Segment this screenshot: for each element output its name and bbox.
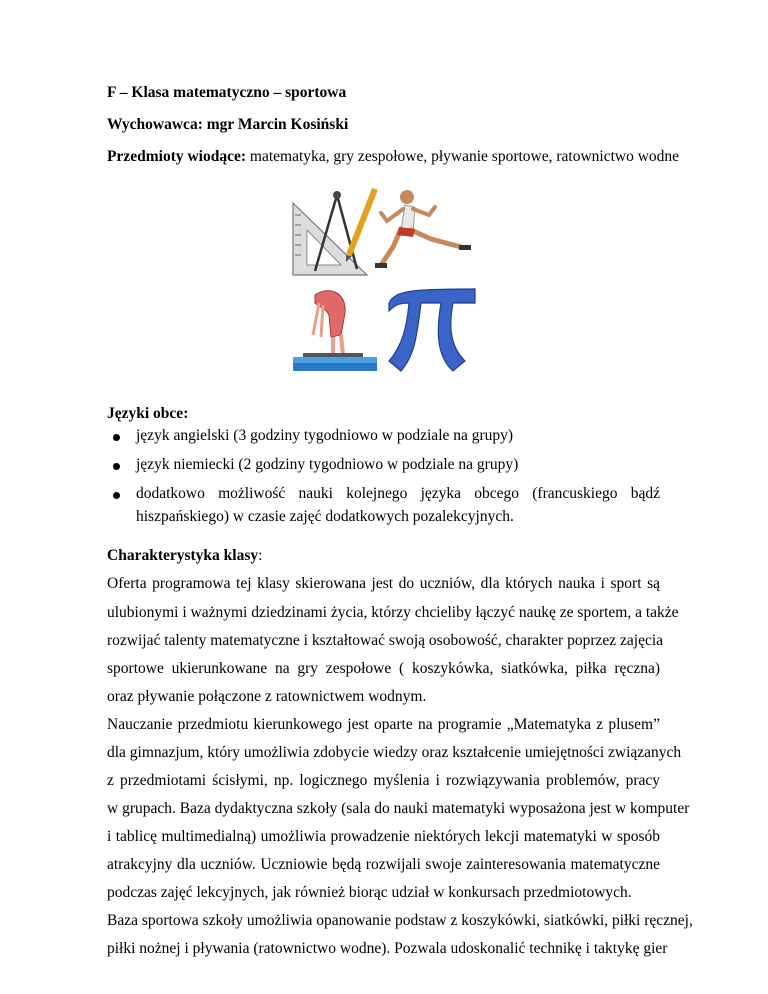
languages-heading: Języki obce:	[107, 405, 189, 422]
pi-symbol-icon	[389, 289, 475, 371]
body-line: dla gimnazjum, który umożliwia zdobycie wiedzy oraz kształcenie umiejętności związanych	[107, 744, 682, 761]
subjects-value: matematyka, gry zespołowe, pływanie sportowe, ratownictwo wodne	[246, 148, 680, 165]
geometry-tools-icon	[293, 189, 375, 275]
characteristics-heading-colon: :	[258, 547, 263, 564]
body-line: piłki nożnej i pływania (ratownictwo wodne). Pozwala udoskonalić technikę i taktykę gier	[107, 940, 668, 957]
language-item: język niemiecki (2 godziny tygodniowo w podziale na grupy)	[136, 456, 519, 473]
subjects-line	[107, 148, 679, 166]
body-line: i tablicę multimedialną) umożliwia prowadzenie niektórych lekcji matematyki w sposób	[107, 828, 660, 845]
body-line: sportowe ukierunkowane na gry zespołowe ( koszykówka, siatkówka, piłka ręczna)	[107, 660, 660, 677]
class-title: F – Klasa matematyczno – sportowa	[107, 84, 347, 101]
characteristics-heading-text: Charakterystyka klasy	[107, 547, 259, 564]
body-line: z przedmiotami ścisłymi, np. logicznego myślenia i rozwiązywania problemów, pracy	[107, 772, 660, 789]
tutor-line: Wychowawca: mgr Marcin Kosiński	[107, 116, 349, 133]
subjects-label: Przedmioty wiodące:	[107, 148, 247, 165]
language-item: język angielski (3 godziny tygodniowo w podziale na grupy)	[136, 427, 514, 444]
swimmer-diving-icon	[293, 291, 377, 371]
bullet-dot	[113, 492, 120, 499]
body-line: Oferta programowa tej klasy skierowana jest do uczniów, dla których nauka i sport są	[107, 575, 660, 592]
body-line: oraz pływanie połączone z ratownictwem wodnym.	[107, 688, 427, 705]
body-line: Baza sportowa szkoły umożliwia opanowanie podstaw z koszykówki, siatkówki, piłki ręcznej,	[107, 912, 693, 929]
runner-icon	[375, 190, 471, 268]
body-line: atrakcyjny dla uczniów. Uczniowie będą rozwijali swoje zainteresowania matematyczne	[107, 856, 660, 873]
body-line: podczas zajęć lekcyjnych, jak również biorąc udział w konkursach przedmiotowych.	[107, 884, 632, 901]
body-line: Nauczanie przedmiotu kierunkowego jest oparte na programie „Matematyka z plusem”	[107, 716, 660, 733]
body-line: w grupach. Baza dydaktyczna szkoły (sala do nauki matematyki wyposażona jest w komputer	[107, 800, 690, 817]
body-line: rozwijać talenty matematyczne i kształtować swoją osobowość, charakter poprzez zajęcia	[107, 632, 664, 649]
bullet-dot	[113, 463, 120, 470]
bullet-dot	[113, 434, 120, 441]
language-item-continued: hiszpańskiego) w czasie zajęć dodatkowych pozalekcyjnych.	[136, 508, 514, 525]
language-item: dodatkowo możliwość nauki kolejnego języka obcego (francuskiego bądź	[136, 485, 660, 502]
characteristics-heading	[107, 547, 262, 565]
subject-illustration	[285, 185, 480, 380]
body-line: ulubionymi i ważnymi dziedzinami życia, którzy chcieliby łączyć naukę ze sportem, a także	[107, 604, 679, 621]
